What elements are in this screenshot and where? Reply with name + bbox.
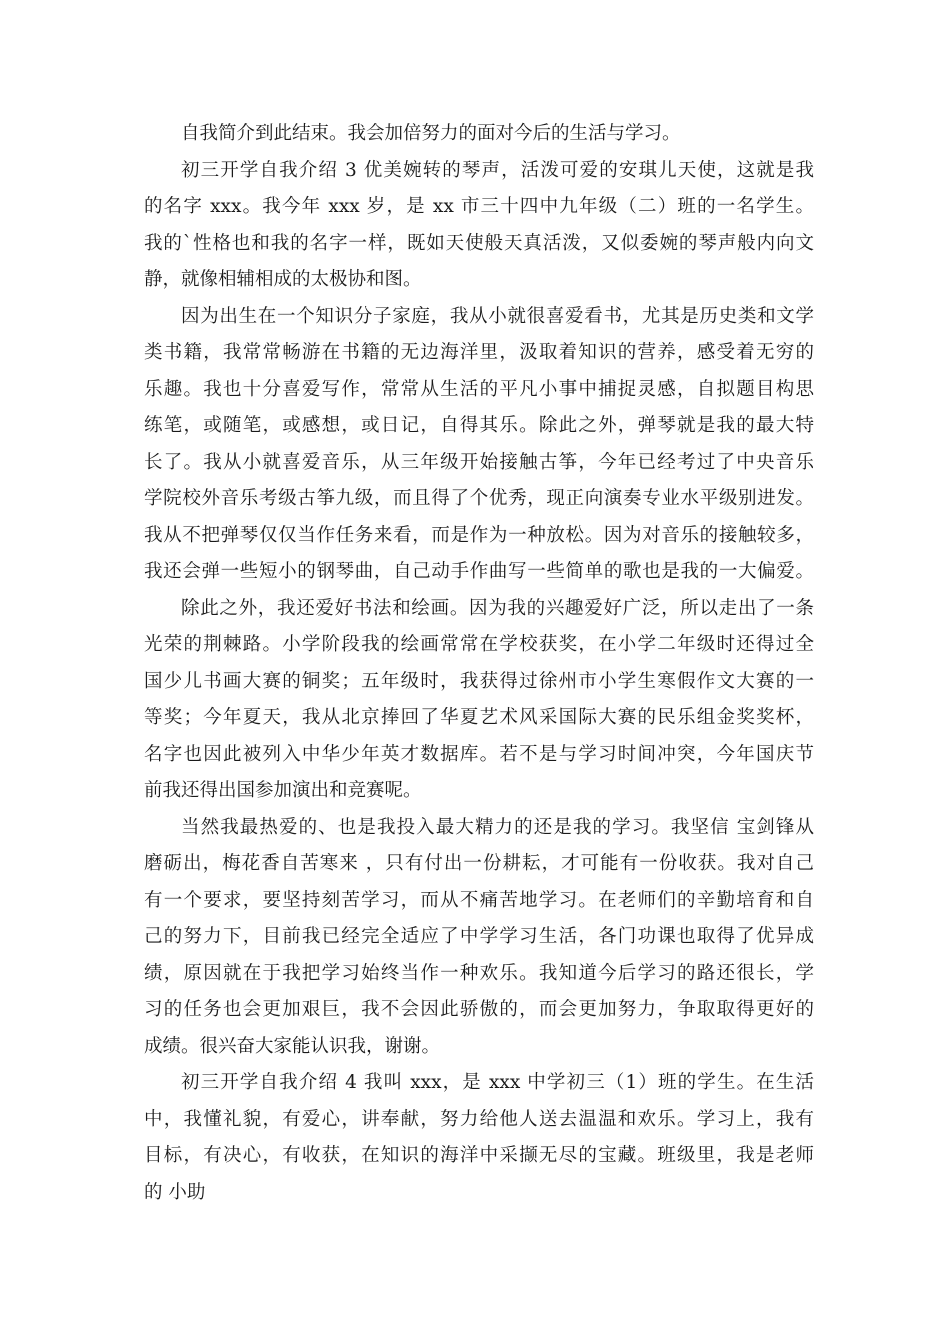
text-line: 乐趣。我也十分喜爱写作，常常从生活的平凡小事中捕捉灵感，自拟题目构思 <box>144 378 814 400</box>
text-line: 的名字 xxx。我今年 xxx 岁，是 xx 市三十四中九年级（二）班的一名学生。 <box>144 196 814 217</box>
text-line: 因为出生在一个知识分子家庭，我从小就很喜爱看书，尤其是历史类和文学 <box>181 305 814 327</box>
text-line: 静，就像相辅相成的太极协和图。 <box>144 269 422 290</box>
text-line: 国少儿书画大赛的铜奖；五年级时，我获得过徐州市小学生寒假作文大赛的一 <box>144 670 814 692</box>
text-line: 习的任务也会更加艰巨，我不会因此骄傲的，而会更加努力，争取取得更好的 <box>144 999 814 1020</box>
text-line: 当然我最热爱的、也是我投入最大精力的还是我的学习。我坚信 宝剑锋从 <box>181 816 814 838</box>
text-line: 的 小助 <box>144 1181 206 1203</box>
text-line: 己的努力下，目前我已经完全适应了中学学习生活，各门功课也取得了优异成 <box>144 926 814 947</box>
text-line: 目标，有决心，有收获，在知识的海洋中采撷无尽的宝藏。班级里，我是老师 <box>144 1145 814 1166</box>
text-line: 磨砺出，梅花香自苦寒来 ，只有付出一份耕耘，才可能有一份收获。我对自己 <box>144 853 814 874</box>
text-line: 学院校外音乐考级古筝九级，而且得了个优秀，现正向演奏专业水平级别进发。 <box>144 488 814 509</box>
text-line: 绩，原因就在于我把学习始终当作一种欢乐。我知道今后学习的路还很长，学 <box>144 962 814 984</box>
text-line: 我从不把弹琴仅仅当作任务来看，而是作为一种放松。因为对音乐的接触较多， <box>144 524 814 546</box>
text-line: 我还会弹一些短小的钢琴曲，自己动手作曲写一些简单的歌也是我的一大偏爱。 <box>144 561 814 582</box>
text-line: 长了。我从小就喜爱音乐，从三年级开始接触古筝，今年已经考过了中央音乐 <box>144 451 814 473</box>
text-line: 初三开学自我介绍 4 我叫 xxx，是 xxx 中学初三（1）班的学生。在生活 <box>181 1072 814 1093</box>
text-line: 练笔，或随笔，或感想，或日记，自得其乐。除此之外，弹琴就是我的最大特 <box>144 415 814 436</box>
text-line: 名字也因此被列入中华少年英才数据库。若不是与学习时间冲突，今年国庆节 <box>144 743 814 765</box>
text-line: 我的`性格也和我的名字一样，既如天使般天真活泼，又似委婉的琴声般内向文 <box>144 232 814 254</box>
text-line: 等奖；今年夏天，我从北京捧回了华夏艺术风采国际大赛的民乐组金奖奖杯， <box>144 707 814 728</box>
text-line: 光荣的荆棘路。小学阶段我的绘画常常在学校获奖，在小学二年级时还得过全 <box>144 634 814 655</box>
text-line: 初三开学自我介绍 3 优美婉转的琴声，活泼可爱的安琪儿天使，这就是我 <box>181 159 814 181</box>
text-line: 成绩。很兴奋大家能认识我，谢谢。 <box>144 1035 441 1057</box>
text-line: 自我简介到此结束。我会加倍努力的面对今后的生活与学习。 <box>181 123 681 144</box>
text-line: 类书籍，我常常畅游在书籍的无边海洋里，汲取着知识的营养，感受着无穷的 <box>144 342 814 363</box>
text-line: 中，我懂礼貌，有爱心，讲奉献，努力给他人送去温温和欢乐。学习上，我有 <box>144 1108 814 1130</box>
text-line: 有一个要求，要坚持刻苦学习，而从不痛苦地学习。在老师们的辛勤培育和自 <box>144 889 814 911</box>
text-line: 除此之外，我还爱好书法和绘画。因为我的兴趣爱好广泛，所以走出了一条 <box>181 597 814 619</box>
document-body <box>144 116 814 1211</box>
text-line: 前我还得出国参加演出和竞赛呢。 <box>144 780 422 801</box>
